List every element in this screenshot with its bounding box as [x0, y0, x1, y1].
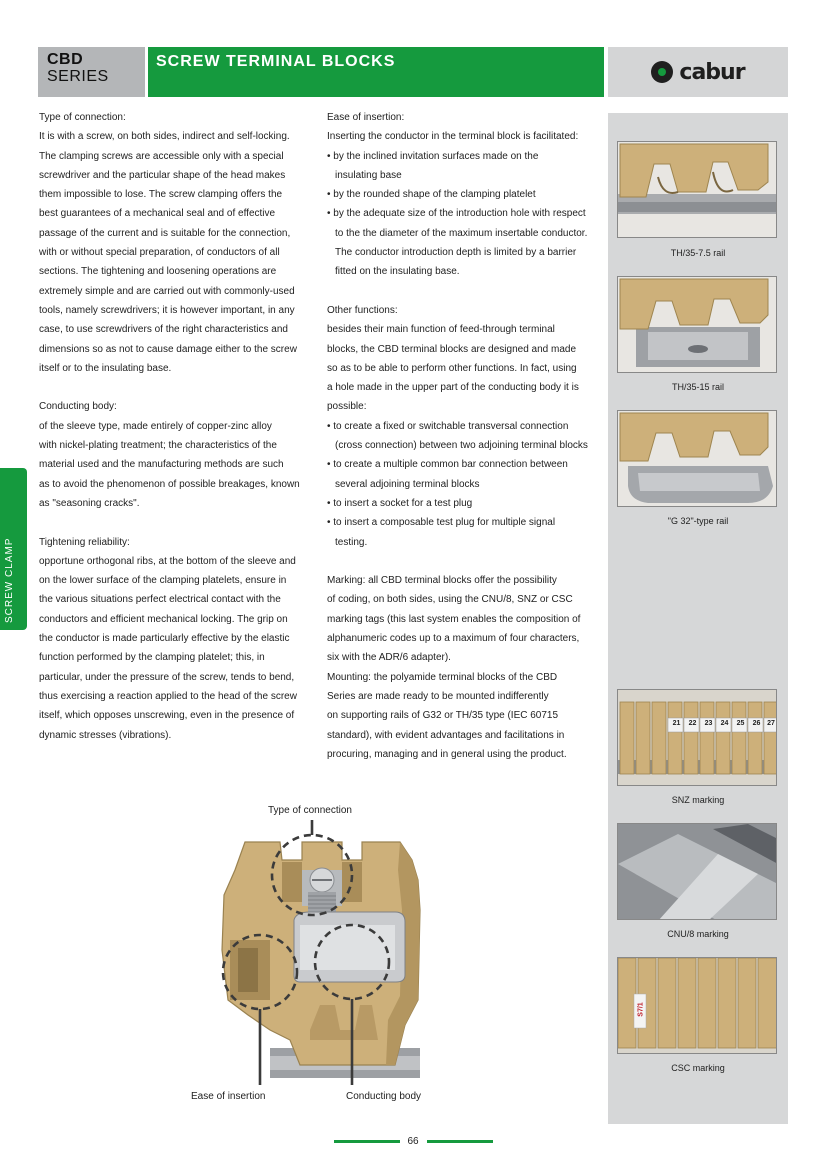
caption-cnu8: CNU/8 marking — [667, 929, 729, 939]
snz-tag-26: 26 — [752, 720, 761, 727]
text-line: on supporting rails of G32 or TH/35 type (IEC 60715 — [327, 710, 559, 722]
text-line: blocks, the CBD terminal blocks are designed and made — [327, 343, 577, 355]
text-line: the conductor is made particularly effective by the elastic — [39, 633, 290, 645]
text-line: extremely simple and are carried out with commonly-used — [39, 285, 295, 297]
blank-line — [327, 552, 599, 571]
snz-tag-21: 21 — [672, 720, 681, 727]
rail-photo-g32 — [617, 410, 777, 507]
text-line: material used and the manufacturing methods are such — [39, 459, 284, 471]
text-line: besides their main function of feed-through terminal — [327, 324, 555, 336]
text-line: insulating base — [335, 169, 402, 181]
text-line: The conductor introduction depth is limited by a barrier — [335, 247, 577, 259]
text-line: to the the diameter of the maximum insertable conductor. — [335, 227, 588, 239]
bullet-item: • by the inclined invitation surfaces made on the — [327, 150, 539, 162]
text-line: Type of connection: — [39, 112, 126, 123]
label-ease-of-insertion: Ease of insertion — [191, 1091, 266, 1102]
rail-photo-th35-7-5 — [617, 141, 777, 238]
text-line: opportune orthogonal ribs, at the bottom of the sleeve and — [39, 555, 296, 567]
text-line: as "seasoning cracks". — [39, 497, 140, 509]
text-line: case, to use screwdrivers of the right characteristics and — [39, 324, 288, 336]
snz-tag-25: 25 — [736, 720, 745, 727]
caption-snz: SNZ marking — [671, 795, 725, 805]
text-line: marking tags (this last system enables the composition of — [327, 613, 581, 625]
text-line: as to avoid the phenomenon of possible breakages, known — [39, 478, 300, 490]
blank-line — [327, 282, 599, 301]
text-line: passage of the current and is suitable for the connection, — [39, 227, 291, 239]
text-line: of coding, on both sides, using the CNU/8, SNZ or CSC — [327, 594, 573, 606]
caption-rail-3: "G 32"-type rail — [667, 516, 729, 526]
text-line: best guarantees of a mechanical seal and of effective — [39, 208, 276, 220]
caption-rail-1: TH/35-7.5 rail — [670, 248, 726, 258]
text-line: Conducting body: — [39, 401, 117, 413]
series-word: SERIES — [47, 68, 109, 85]
bullet-item: • by the rounded shape of the clamping platelet — [327, 189, 536, 201]
caption-rail-2: TH/35-15 rail — [671, 382, 725, 392]
snz-marking-photo — [617, 689, 777, 786]
cnu8-marking-photo — [617, 823, 777, 920]
snz-tag-22: 22 — [688, 720, 697, 727]
text-line: several adjoining terminal blocks — [335, 478, 480, 490]
bullet-item: • to insert a composable test plug for multiple signal — [327, 517, 556, 529]
text-line: with nickel-plating treatment; the characteristics of the — [39, 440, 277, 452]
bullet-item: • to create a fixed or switchable transversal connection — [327, 420, 569, 432]
text-line: with or without special preparation, of conductors of all — [39, 247, 280, 259]
label-conducting-body: Conducting body — [346, 1091, 422, 1102]
text-line: Ease of insertion: — [327, 112, 405, 123]
text-line: procuring, managing and in general using the product. — [327, 748, 567, 760]
text-line: dynamic stresses (vibrations). — [39, 729, 172, 741]
text-line: so as to be able to perform other functions. In fact, using — [327, 362, 577, 374]
text-line: It is with a screw, on both sides, indirect and self-locking. — [39, 131, 290, 143]
text-line: Marking: all CBD terminal blocks offer the possibility — [327, 575, 557, 587]
text-line: standard), with evident advantages and facilitations in — [327, 729, 565, 741]
text-line: function performed by the clamping platelet; this, in — [39, 652, 265, 664]
bullet-item: • to insert a socket for a test plug — [327, 497, 473, 509]
logo-text: cabur — [679, 59, 745, 85]
terminal-block-diagram — [190, 800, 440, 1110]
text-line: conductors and efficient mechanical locking. The grip on — [39, 613, 288, 625]
text-line: Mounting: the polyamide terminal blocks of the CBD — [327, 671, 558, 683]
text-line: Inserting the conductor in the terminal block is facilitated: — [327, 131, 579, 143]
text-line: a hole made in the upper part of the conducting body it is — [327, 382, 579, 394]
page-number: 66 — [407, 1136, 419, 1147]
bullet-item: • by the adequate size of the introduction hole with respect — [327, 208, 586, 220]
side-tab-label: SCREW CLAMP — [4, 537, 15, 623]
snz-tag-23: 23 — [704, 720, 713, 727]
left-text-column — [39, 108, 311, 745]
text-line: fitted on the insulating base. — [335, 266, 460, 278]
bullet-item: • to create a multiple common bar connection between — [327, 459, 568, 471]
csc-marking-photo — [617, 957, 777, 1054]
snz-tag-24: 24 — [720, 720, 729, 727]
text-line: possible: — [327, 401, 367, 413]
text-line: alphanumeric codes up to a maximum of four characters, — [327, 633, 580, 645]
text-line: of the sleeve type, made entirely of copper-zinc alloy — [39, 420, 272, 432]
text-line: screwdriver and the particular shape of the head makes — [39, 169, 286, 181]
rail-photo-th35-15 — [617, 276, 777, 373]
series-code: CBD — [47, 51, 84, 68]
text-line: dimensions so as not to cause damage either to the screw — [39, 343, 297, 355]
right-text-column — [327, 108, 599, 764]
cabur-logo — [608, 47, 788, 97]
footer-rule-right — [427, 1140, 493, 1143]
page-title-bar — [148, 47, 604, 97]
logo-mark-icon — [651, 61, 673, 83]
label-type-of-connection: Type of connection — [268, 805, 352, 816]
text-line: Tightening reliability: — [39, 536, 130, 548]
text-line: testing. — [335, 536, 368, 548]
series-box — [38, 47, 145, 97]
snz-tag-27: 27 — [767, 720, 775, 727]
text-line: The clamping screws are accessible only with a special — [39, 150, 284, 162]
blank-line — [39, 378, 311, 397]
text-line: (cross connection) between two adjoining terminal blocks — [335, 440, 588, 452]
text-line: six with the ADR/6 adapter). — [327, 652, 451, 664]
text-line: the various situations perfect electrical contact with the — [39, 594, 281, 606]
page-title: SCREW TERMINAL BLOCKS — [156, 53, 396, 70]
text-line: Other functions: — [327, 304, 398, 316]
side-tab — [0, 468, 27, 630]
text-line: itself or to the insulating base. — [39, 362, 172, 374]
footer-rule-left — [334, 1140, 400, 1143]
text-line: Series are made ready to be mounted indifferently — [327, 690, 549, 702]
text-line: particular, under the pressure of the screw, tends to bend, — [39, 671, 295, 683]
caption-csc: CSC marking — [671, 1063, 725, 1073]
csc-tag: S7/1 — [637, 1002, 645, 1017]
text-line: on the lower surface of the clamping platelets, ensure in — [39, 575, 287, 587]
text-line: tools, namely screwdrivers; it is however important, in any — [39, 304, 295, 316]
text-line: itself, which opposes unscrewing, even in the presence of — [39, 710, 295, 722]
text-line: sections. The tightening and loosening operations are — [39, 266, 277, 278]
text-line: them impossible to lose. The screw clamping offers the — [39, 189, 283, 201]
blank-line — [39, 513, 311, 532]
text-line: thus exercising a reaction applied to the head of the screw — [39, 690, 297, 702]
